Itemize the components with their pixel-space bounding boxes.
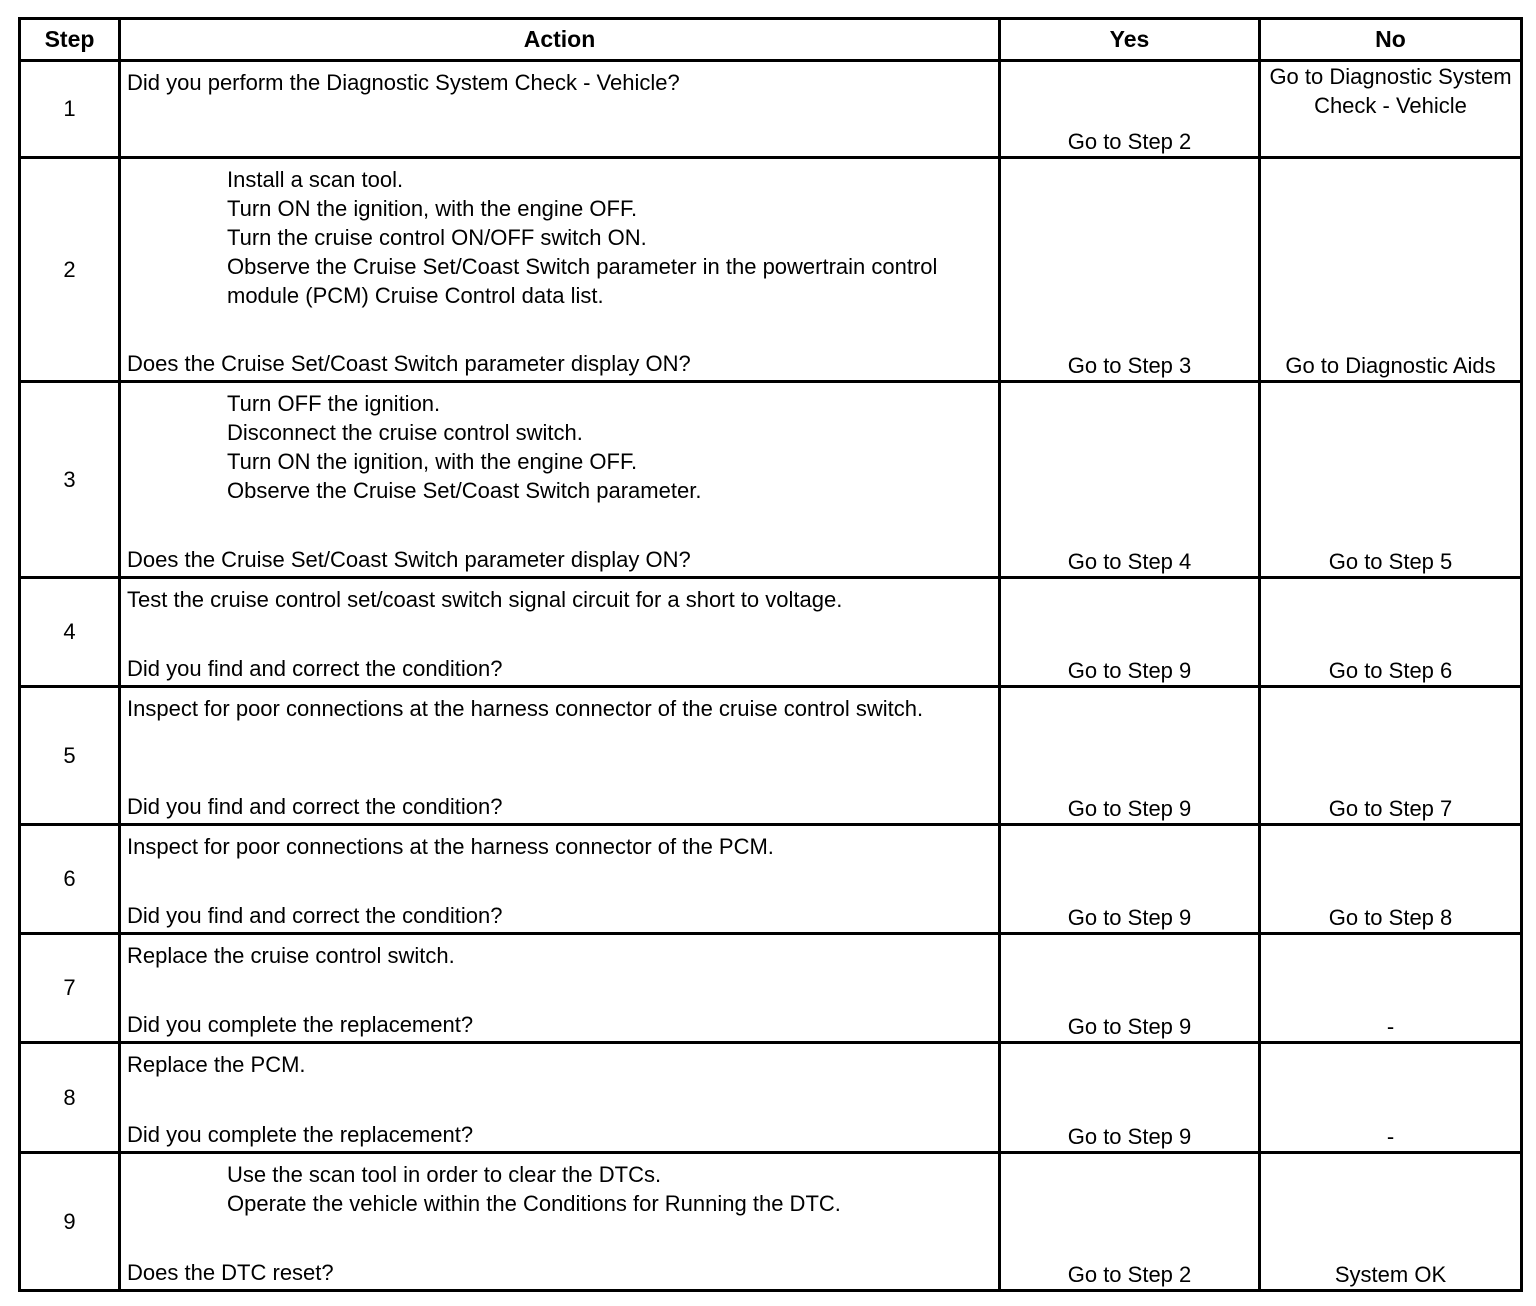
no-outcome: Go to Diagnostic Aids bbox=[1260, 158, 1522, 382]
action-cell bbox=[120, 158, 1000, 382]
table-row bbox=[20, 934, 1522, 1043]
header-step: Step bbox=[20, 19, 120, 61]
action-question: Did you find and correct the condition? bbox=[127, 794, 503, 819]
table-row bbox=[20, 687, 1522, 825]
action-cell bbox=[120, 825, 1000, 934]
yes-outcome: Go to Step 9 bbox=[1000, 578, 1260, 687]
action-step: Operate the vehicle within the Conditions for Running the DTC. bbox=[227, 1191, 841, 1216]
action-step: Turn the cruise control ON/OFF switch ON. bbox=[227, 225, 647, 250]
action-step: Turn ON the ignition, with the engine OFF. bbox=[227, 196, 638, 221]
header-row bbox=[20, 19, 1522, 61]
action-instructions bbox=[127, 941, 992, 970]
action-instructions bbox=[127, 1160, 992, 1218]
step-number: 9 bbox=[20, 1153, 120, 1291]
action-instructions bbox=[127, 68, 992, 97]
header-no: No bbox=[1260, 19, 1522, 61]
table-row bbox=[20, 382, 1522, 578]
step-number: 2 bbox=[20, 158, 120, 382]
action-question: Did you find and correct the condition? bbox=[127, 903, 503, 928]
action-cell bbox=[120, 1043, 1000, 1153]
action-text: Test the cruise control set/coast switch signal circuit for a short to voltage. bbox=[127, 587, 843, 612]
yes-outcome: Go to Step 3 bbox=[1000, 158, 1260, 382]
action-instructions bbox=[127, 165, 992, 310]
action-instructions bbox=[127, 1050, 992, 1079]
action-cell bbox=[120, 61, 1000, 158]
action-instructions bbox=[127, 832, 992, 861]
no-outcome: Go to Step 7 bbox=[1260, 687, 1522, 825]
no-outcome: - bbox=[1260, 934, 1522, 1043]
action-step: Turn OFF the ignition. bbox=[227, 391, 441, 416]
action-question: Did you find and correct the condition? bbox=[127, 656, 503, 681]
action-cell bbox=[120, 1153, 1000, 1291]
no-outcome: Go to Diagnostic System Check - Vehicle bbox=[1260, 61, 1522, 158]
action-question: Did you complete the replacement? bbox=[127, 1012, 474, 1037]
action-step: Observe the Cruise Set/Coast Switch parameter in the powertrain control module (PCM) Cruise Control data list. bbox=[227, 254, 938, 308]
table-row bbox=[20, 578, 1522, 687]
action-cell bbox=[120, 934, 1000, 1043]
table-row bbox=[20, 825, 1522, 934]
action-question: Does the Cruise Set/Coast Switch parameter display ON? bbox=[127, 351, 691, 376]
step-number: 5 bbox=[20, 687, 120, 825]
action-instructions bbox=[127, 694, 992, 723]
header-yes: Yes bbox=[1000, 19, 1260, 61]
header-action: Action bbox=[120, 19, 1000, 61]
step-number: 4 bbox=[20, 578, 120, 687]
action-step: Install a scan tool. bbox=[227, 167, 404, 192]
yes-outcome: Go to Step 9 bbox=[1000, 934, 1260, 1043]
no-outcome: System OK bbox=[1260, 1153, 1522, 1291]
no-outcome: Go to Step 8 bbox=[1260, 825, 1522, 934]
step-number: 1 bbox=[20, 61, 120, 158]
table-row bbox=[20, 1043, 1522, 1153]
yes-outcome: Go to Step 2 bbox=[1000, 61, 1260, 158]
no-outcome: - bbox=[1260, 1043, 1522, 1153]
action-cell bbox=[120, 578, 1000, 687]
action-cell bbox=[120, 687, 1000, 825]
action-step: Observe the Cruise Set/Coast Switch parameter. bbox=[227, 478, 702, 503]
action-text: Inspect for poor connections at the harness connector of the cruise control switch. bbox=[127, 696, 924, 721]
step-number: 7 bbox=[20, 934, 120, 1043]
table-row bbox=[20, 158, 1522, 382]
yes-outcome: Go to Step 4 bbox=[1000, 382, 1260, 578]
action-text: Inspect for poor connections at the harness connector of the PCM. bbox=[127, 834, 774, 859]
step-number: 6 bbox=[20, 825, 120, 934]
action-cell bbox=[120, 382, 1000, 578]
table-row bbox=[20, 61, 1522, 158]
no-outcome: Go to Step 6 bbox=[1260, 578, 1522, 687]
diagnostic-table bbox=[18, 17, 1523, 1292]
action-step: Use the scan tool in order to clear the DTCs. bbox=[227, 1162, 662, 1187]
action-step: Disconnect the cruise control switch. bbox=[227, 420, 583, 445]
yes-outcome: Go to Step 9 bbox=[1000, 825, 1260, 934]
action-question: Did you complete the replacement? bbox=[127, 1122, 474, 1147]
table-body bbox=[20, 61, 1522, 1291]
action-question: Does the DTC reset? bbox=[127, 1260, 334, 1285]
no-outcome: Go to Step 5 bbox=[1260, 382, 1522, 578]
action-instructions bbox=[127, 585, 992, 614]
action-text: Replace the PCM. bbox=[127, 1052, 306, 1077]
yes-outcome: Go to Step 9 bbox=[1000, 687, 1260, 825]
action-text: Replace the cruise control switch. bbox=[127, 943, 455, 968]
step-number: 8 bbox=[20, 1043, 120, 1153]
action-text: Did you perform the Diagnostic System Check - Vehicle? bbox=[127, 70, 680, 95]
action-step: Turn ON the ignition, with the engine OFF. bbox=[227, 449, 638, 474]
yes-outcome: Go to Step 2 bbox=[1000, 1153, 1260, 1291]
action-question: Does the Cruise Set/Coast Switch parameter display ON? bbox=[127, 547, 691, 572]
yes-outcome: Go to Step 9 bbox=[1000, 1043, 1260, 1153]
step-number: 3 bbox=[20, 382, 120, 578]
action-instructions bbox=[127, 389, 992, 505]
table-row bbox=[20, 1153, 1522, 1291]
